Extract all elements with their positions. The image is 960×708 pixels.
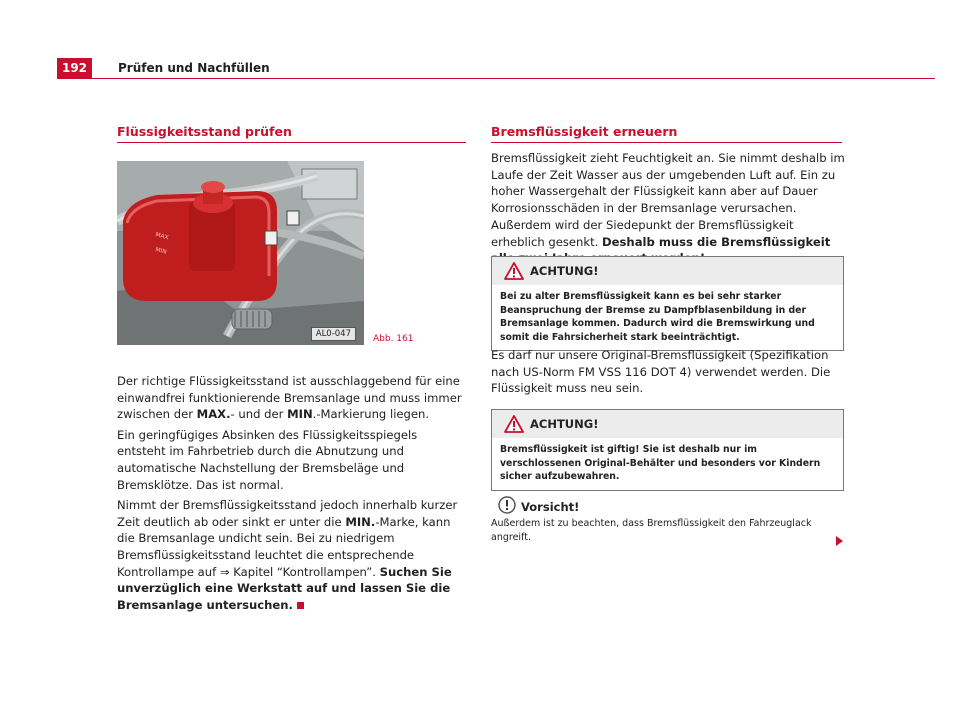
text-run: .-Markierung liegen. bbox=[312, 407, 430, 422]
paragraph-max-min bbox=[117, 373, 467, 423]
warning-text: Bremsflüssigkeit ist giftig! Sie ist deshalb nur im verschlossenen Original-Behälter und besonders vor Kindern sicher aufzubewahren. bbox=[500, 444, 821, 482]
paragraph-leak-warning bbox=[117, 497, 467, 614]
warning-box-vapor-bubbles bbox=[491, 256, 844, 351]
section-divider-right bbox=[491, 142, 842, 143]
warning-box-toxic bbox=[491, 409, 844, 491]
warning-header bbox=[492, 410, 843, 438]
min-mark-label: MIN bbox=[154, 246, 168, 256]
section-title-fluid-level: Flüssigkeitsstand prüfen bbox=[117, 124, 292, 139]
max-label: MAX. bbox=[196, 407, 231, 422]
warning-title: ACHTUNG! bbox=[530, 264, 599, 278]
section-title-renew-fluid: Bremsflüssigkeit erneuern bbox=[491, 124, 678, 139]
section-divider-left bbox=[117, 142, 466, 143]
warning-triangle-icon bbox=[504, 262, 524, 280]
figure-caption: Abb. 161 bbox=[373, 334, 414, 344]
min-label: MIN. bbox=[345, 514, 376, 529]
caution-text: Außerdem ist zu beachten, dass Bremsflüssigkeit den Fahrzeuglack angreift. bbox=[491, 518, 812, 543]
workshop-instruction: Suchen Sie unverzüglich eine Werkstatt auf und lassen Sie die Bremsanlage untersuchen. bbox=[117, 564, 452, 613]
text-run: -Marke, kann die Bremsanlage undicht sein. Bei zu niedrigem Bremsflüssigkeitsstand leuchtet die entsprechende Kontrollampe auf ⇒ Kapitel “Kontrollampen”. bbox=[117, 514, 451, 579]
min-label: MIN bbox=[287, 407, 313, 422]
warning-header bbox=[492, 257, 843, 285]
continue-arrow-icon bbox=[836, 536, 843, 546]
caution-circle-icon bbox=[498, 496, 516, 514]
renewal-interval-note: Deshalb muss die Bremsflüssigkeit bbox=[602, 234, 831, 249]
right-intro-text bbox=[491, 150, 846, 270]
text-run: Der richtige Flüssigkeitsstand ist ausschlaggebend für eine einwandfrei funktionierende Bremsanlage und muss immer zwischen der bbox=[117, 374, 462, 422]
left-body-text bbox=[117, 373, 467, 617]
chapter-title: Prüfen und Nachfüllen bbox=[118, 61, 270, 75]
text-run: Nimmt der Bremsflüssigkeitsstand jedoch innerhalb kurzer Zeit deutlich ab oder sinkt er unter die bbox=[117, 497, 458, 529]
end-of-section-marker bbox=[297, 602, 304, 609]
paragraph-original-fluid: Es darf nur unsere Original-Bremsflüssigkeit (Spezifikation nach US-Norm FM VSS 116 DOT 4) verwendet werden. Die Flüssigkeit muss neu sein. bbox=[491, 348, 831, 396]
warning-text: Bei zu alter Bremsflüssigkeit kann es bei sehr starker Beanspruchung der Bremse zu Dampfblasenbildung in der Bremsanlage kommen. Dadurch wird die Bremswirkung und somit die Fahrsicherheit stark beeinträchtigt. bbox=[500, 291, 815, 343]
paragraph-normal-decrease: Ein geringfügiges Absinken des Flüssigkeitsspiegels entsteht im Fahrbetrieb durch die Abnutzung und automatische Nachstellung der Bremsbeläge und Bremsklötze. Das ist normal. bbox=[117, 427, 418, 492]
max-mark-label: MAX bbox=[154, 231, 170, 242]
right-original-fluid-text bbox=[491, 347, 841, 401]
page-number: 192 bbox=[57, 58, 92, 78]
caution-title: Vorsicht! bbox=[521, 500, 580, 514]
paragraph-moisture bbox=[491, 150, 846, 267]
header-divider bbox=[57, 78, 935, 79]
warning-triangle-icon bbox=[504, 415, 524, 433]
warning-title: ACHTUNG! bbox=[530, 417, 599, 431]
text-run: Bremsflüssigkeit zieht Feuchtigkeit an. Sie nimmt deshalb im Laufe der Zeit Wasser aus der umgebenden Luft auf. Ein zu hoher Wassergehalt der Flüssigkeit kann aber auf Dauer Korrosionsschäden in der Bremsanlage verursachen. Außerdem wird der Siedepunkt der Bremsflüssigkeit erheblich gesenkt. bbox=[491, 151, 845, 249]
engine-bay-illustration bbox=[117, 161, 364, 345]
text-run: - und der bbox=[230, 407, 288, 422]
figure-code: AL0-047 bbox=[311, 327, 356, 341]
brake-fluid-reservoir-figure bbox=[117, 161, 364, 345]
